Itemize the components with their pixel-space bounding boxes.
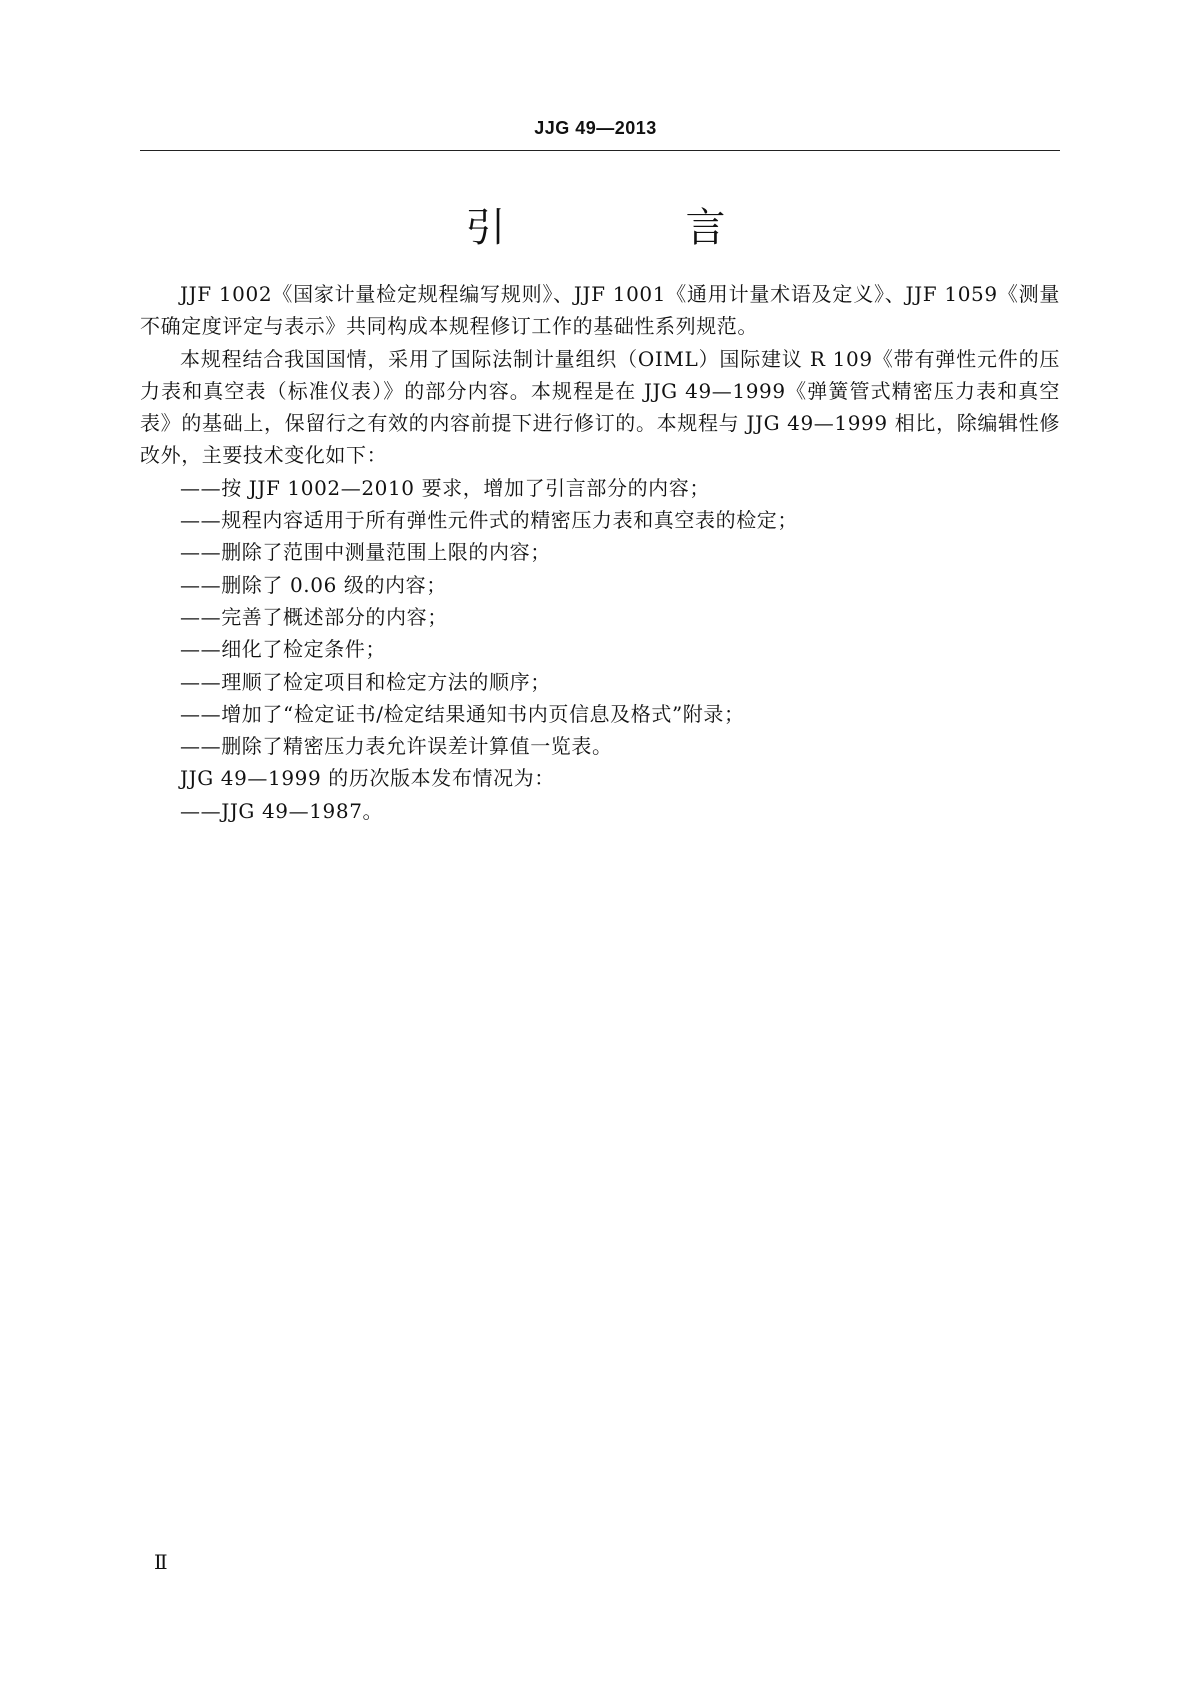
history-intro: JJG 49—1999 的历次版本发布情况为： [180,766,555,791]
change-item: ——理顺了检定项目和检定方法的顺序； [180,669,551,694]
change-item: ——完善了概述部分的内容； [180,604,448,629]
history-item: ——JJG 49—1987。 [180,798,384,823]
change-item: ——删除了 0.06 级的内容； [180,572,447,597]
change-item: ——增加了“检定证书/检定结果通知书内页信息及格式”附录； [180,701,745,726]
document-code-header: JJG 49—2013 [534,118,657,138]
change-item: ——删除了精密压力表允许误差计算值一览表。 [180,734,613,759]
change-item: ——细化了检定条件； [180,637,386,662]
header-rule [140,150,1060,151]
paragraph-foundation: JJF 1002《国家计量检定规程编写规则》、JJF 1001《通用计量术语及定义》、JJF 1059《测量不确定度评定与表示》共同构成本规程修订工作的基础性系列规范。 [140,282,1060,339]
paragraph-revision: 本规程结合我国国情，采用了国际法制计量组织（OIML）国际建议 R 109《带有弹性元件的压力表和真空表（标准仪表）》的部分内容。本规程是在 JJG 49—1999《弹簧管式精密压力表和真空表》的基础上，保留行之有效的内容前提下进行修订的。本规程与 JJG 49—1999 相比，除编辑性修改外，主要技术变化如下： [140,346,1060,468]
page-title: 引 言 [465,205,796,251]
page-number: Ⅱ [154,1550,168,1574]
change-item: ——规程内容适用于所有弹性元件式的精密压力表和真空表的检定； [180,508,798,533]
change-item: ——删除了范围中测量范围上限的内容； [180,540,551,565]
change-item: ——按 JJF 1002—2010 要求，增加了引言部分的内容； [180,475,710,500]
document-body [140,278,1060,827]
